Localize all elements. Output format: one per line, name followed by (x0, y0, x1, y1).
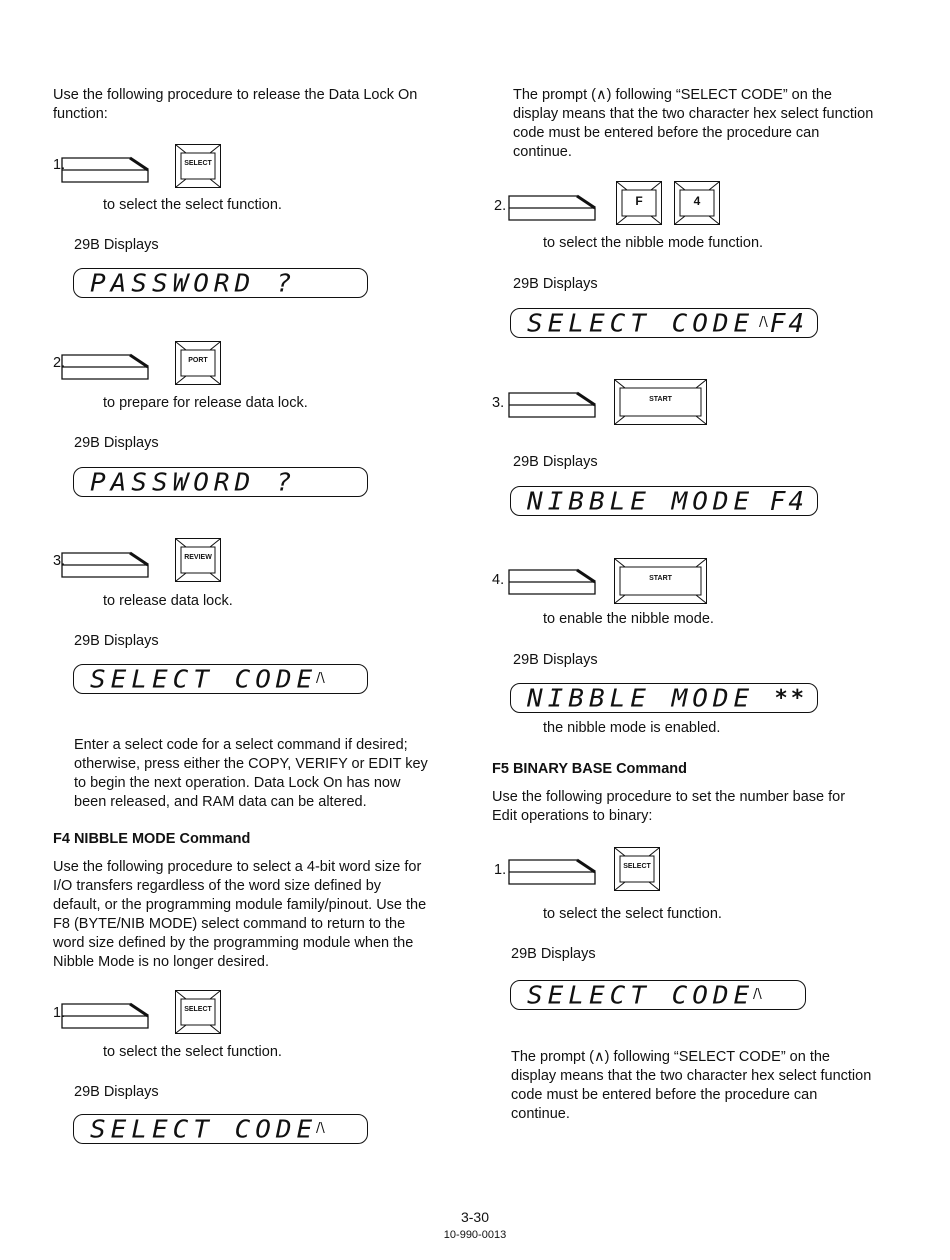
step-number: 1. (53, 157, 66, 173)
step-number: 2. (53, 355, 66, 371)
paragraph-line: display means that the two character hex select function (511, 1068, 872, 1084)
displays-label: 29B Displays (74, 435, 159, 451)
step-desc: to select the select function. (543, 906, 722, 922)
lcd-display: PASSWORD ? (73, 268, 368, 298)
page-number: 3-30 (460, 1209, 490, 1225)
paragraph-line: The prompt (∧) following “SELECT CODE” on the (511, 1049, 830, 1065)
displays-label: 29B Displays (513, 652, 598, 668)
step-desc: to select the select function. (103, 197, 282, 213)
paragraph-line: Edit operations to binary: (492, 808, 653, 824)
keyboard-key-icon (507, 188, 602, 224)
displays-label: 29B Displays (74, 237, 159, 253)
displays-label: 29B Displays (513, 276, 598, 292)
paragraph-line: default, or the programming module family/pinout. Use the (53, 897, 427, 913)
paragraph-line: code must be entered before the procedure can (513, 125, 820, 141)
paragraph-line: I/O transfers regardless of the word size defined by (53, 878, 382, 894)
paragraph-line: Use the following procedure to set the number base for (492, 789, 846, 805)
select-key: SELECT (175, 144, 221, 188)
lcd-display: NIBBLE MODE F4 (510, 486, 818, 516)
paragraph-line: Enter a select code for a select command if desired; (74, 737, 408, 753)
intro-line-1: Use the following procedure to release the Data Lock On (53, 87, 418, 103)
paragraph-line: The prompt (∧) following “SELECT CODE” on the (513, 87, 832, 103)
section-heading: F5 BINARY BASE Command (492, 761, 687, 777)
step-number: 3. (492, 395, 505, 411)
f-key: F (616, 181, 662, 225)
document-number: 10-990-0013 (443, 1229, 507, 1241)
displays-label: 29B Displays (513, 454, 598, 470)
step-desc: to select the select function. (103, 1044, 282, 1060)
intro-line-2: function: (53, 106, 108, 122)
keyboard-key-icon (60, 545, 155, 581)
keyboard-key-icon (507, 385, 602, 421)
lcd-display: SELECT CODE /\ F4 (510, 308, 818, 338)
step-number: 3. (53, 553, 66, 569)
step-desc: to select the nibble mode function. (543, 235, 764, 251)
paragraph-line: Nibble Mode is no longer desired. (53, 954, 270, 970)
paragraph-line: display means that the two character hex select function (513, 106, 874, 122)
step-number: 2. (494, 198, 507, 214)
select-key: SELECT (614, 847, 660, 891)
paragraph-line: continue. (513, 144, 572, 160)
lcd-display: SELECT CODE /\ (73, 1114, 368, 1144)
step-desc: to release data lock. (103, 593, 233, 609)
four-key: 4 (674, 181, 720, 225)
paragraph-line: Use the following procedure to select a 4-bit word size for (53, 859, 422, 875)
keyboard-key-icon (60, 150, 155, 186)
step-desc: to prepare for release data lock. (103, 395, 308, 411)
lcd-display: PASSWORD ? (73, 467, 368, 497)
paragraph-line: otherwise, press either the COPY, VERIFY or EDIT key (74, 756, 428, 772)
lcd-display: SELECT CODE /\ (73, 664, 368, 694)
review-key: REVIEW (175, 538, 221, 582)
lcd-display: NIBBLE MODE ** (510, 683, 818, 713)
step-note: the nibble mode is enabled. (543, 720, 721, 736)
keyboard-key-icon (60, 347, 155, 383)
paragraph-line: F8 (BYTE/NIB MODE) select command to return to the (53, 916, 406, 932)
lcd-display: SELECT CODE /\ (510, 980, 806, 1010)
paragraph-line: continue. (511, 1106, 570, 1122)
displays-label: 29B Displays (74, 1084, 159, 1100)
step-desc: to enable the nibble mode. (543, 611, 714, 627)
paragraph-line: code must be entered before the procedure can (511, 1087, 818, 1103)
start-key: START (614, 558, 707, 604)
start-key: START (614, 379, 707, 425)
keyboard-key-icon (507, 852, 602, 888)
displays-label: 29B Displays (511, 946, 596, 962)
keyboard-key-icon (507, 562, 602, 598)
port-key: PORT (175, 341, 221, 385)
section-heading: F4 NIBBLE MODE Command (53, 831, 251, 847)
step-number: 1. (494, 862, 507, 878)
keyboard-key-icon (60, 996, 155, 1032)
select-key: SELECT (175, 990, 221, 1034)
step-number: 4. (492, 572, 505, 588)
paragraph-line: to begin the next operation. Data Lock On has now (74, 775, 401, 791)
paragraph-line: been released, and RAM data can be altered. (74, 794, 367, 810)
paragraph-line: word size defined by the programming module when the (53, 935, 414, 951)
step-number: 1. (53, 1005, 66, 1021)
displays-label: 29B Displays (74, 633, 159, 649)
